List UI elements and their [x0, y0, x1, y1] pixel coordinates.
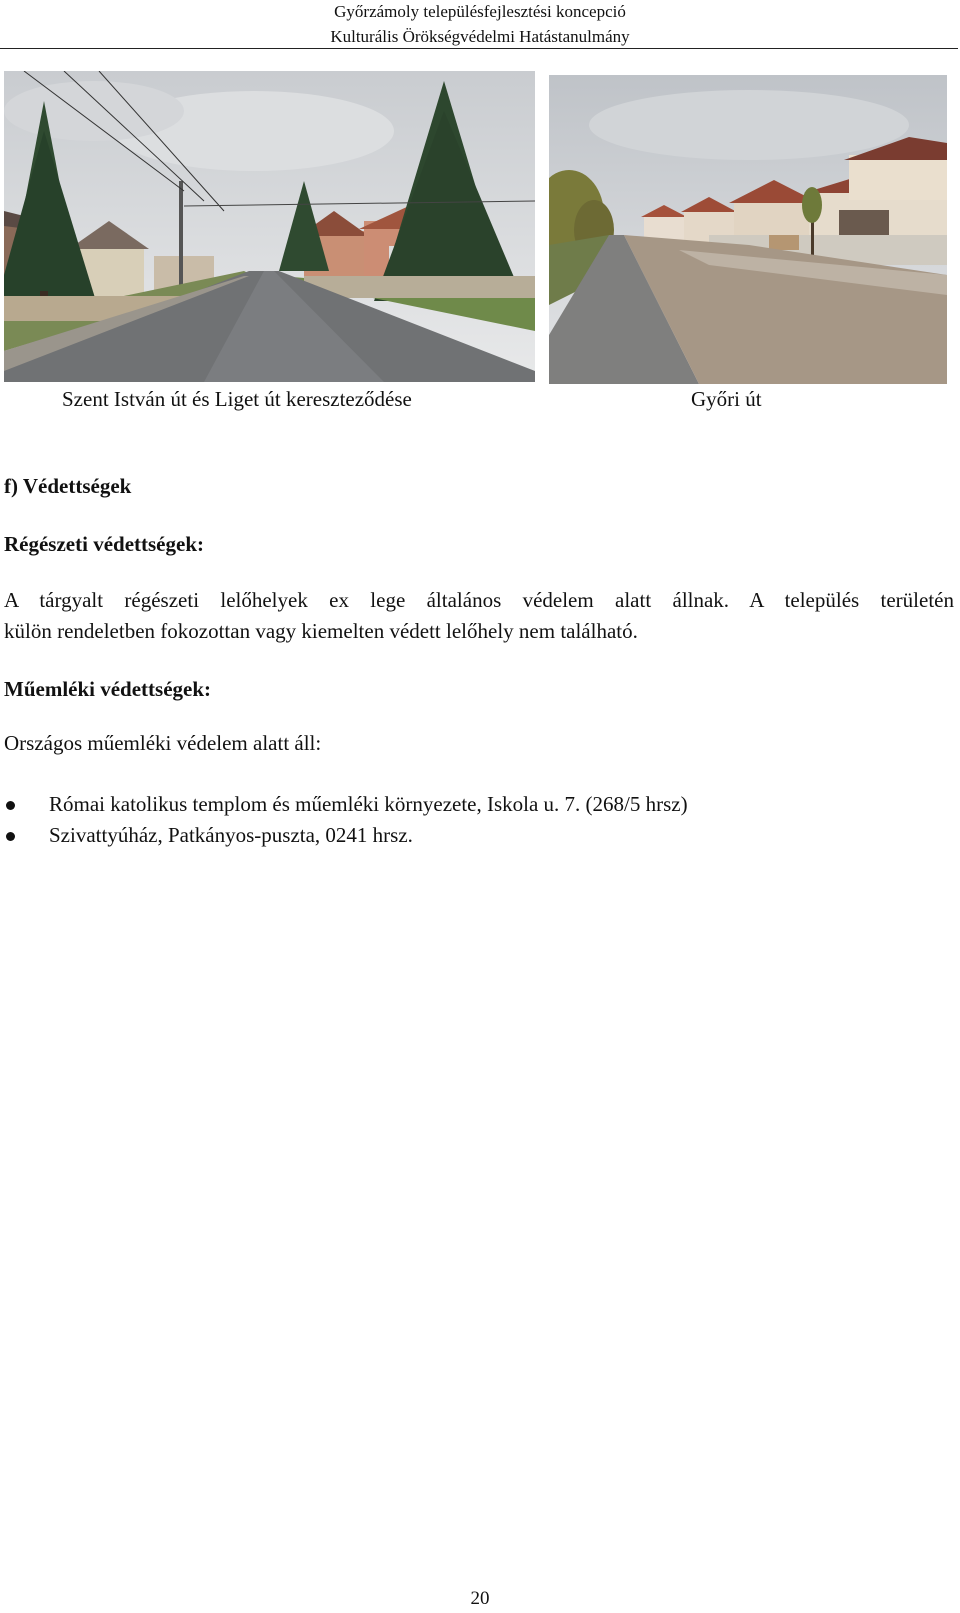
page-header	[0, 0, 960, 49]
paragraph-line: A tárgyalt régészeti lelőhelyek ex lege általános védelem alatt állnak. A település területén	[4, 588, 954, 612]
monument-intro: Országos műemléki védelem alatt áll:	[4, 731, 322, 755]
bullet-icon	[6, 832, 15, 841]
street-intersection-photo	[4, 71, 535, 382]
list-item	[0, 820, 950, 851]
header-divider	[0, 48, 958, 49]
gyori-ut-photo	[549, 75, 947, 384]
right-photo-caption: Győri út	[691, 387, 762, 411]
list-item	[0, 789, 950, 820]
left-photo-caption: Szent István út és Liget út kereszteződése	[62, 387, 412, 411]
monument-list	[0, 789, 950, 851]
monument-heading: Műemléki védettségek:	[4, 677, 212, 701]
header-subtitle: Kulturális Örökségvédelmi Hatástanulmány	[330, 27, 630, 46]
section-title: f) Védettségek	[4, 474, 132, 498]
header-title: Győrzámoly településfejlesztési koncepció	[334, 2, 626, 21]
page-number: 20	[470, 1588, 490, 1609]
list-item-text: Szivattyúház, Patkányos-puszta, 0241 hrsz.	[49, 823, 413, 847]
archaeological-heading: Régészeti védettségek:	[4, 532, 204, 556]
archaeological-paragraph	[4, 585, 954, 647]
paragraph-line: külön rendeletben fokozottan vagy kiemelten védett lelőhely nem található.	[4, 619, 638, 643]
bullet-icon	[6, 801, 15, 810]
list-item-text: Római katolikus templom és műemléki környezete, Iskola u. 7. (268/5 hrsz)	[49, 792, 688, 816]
